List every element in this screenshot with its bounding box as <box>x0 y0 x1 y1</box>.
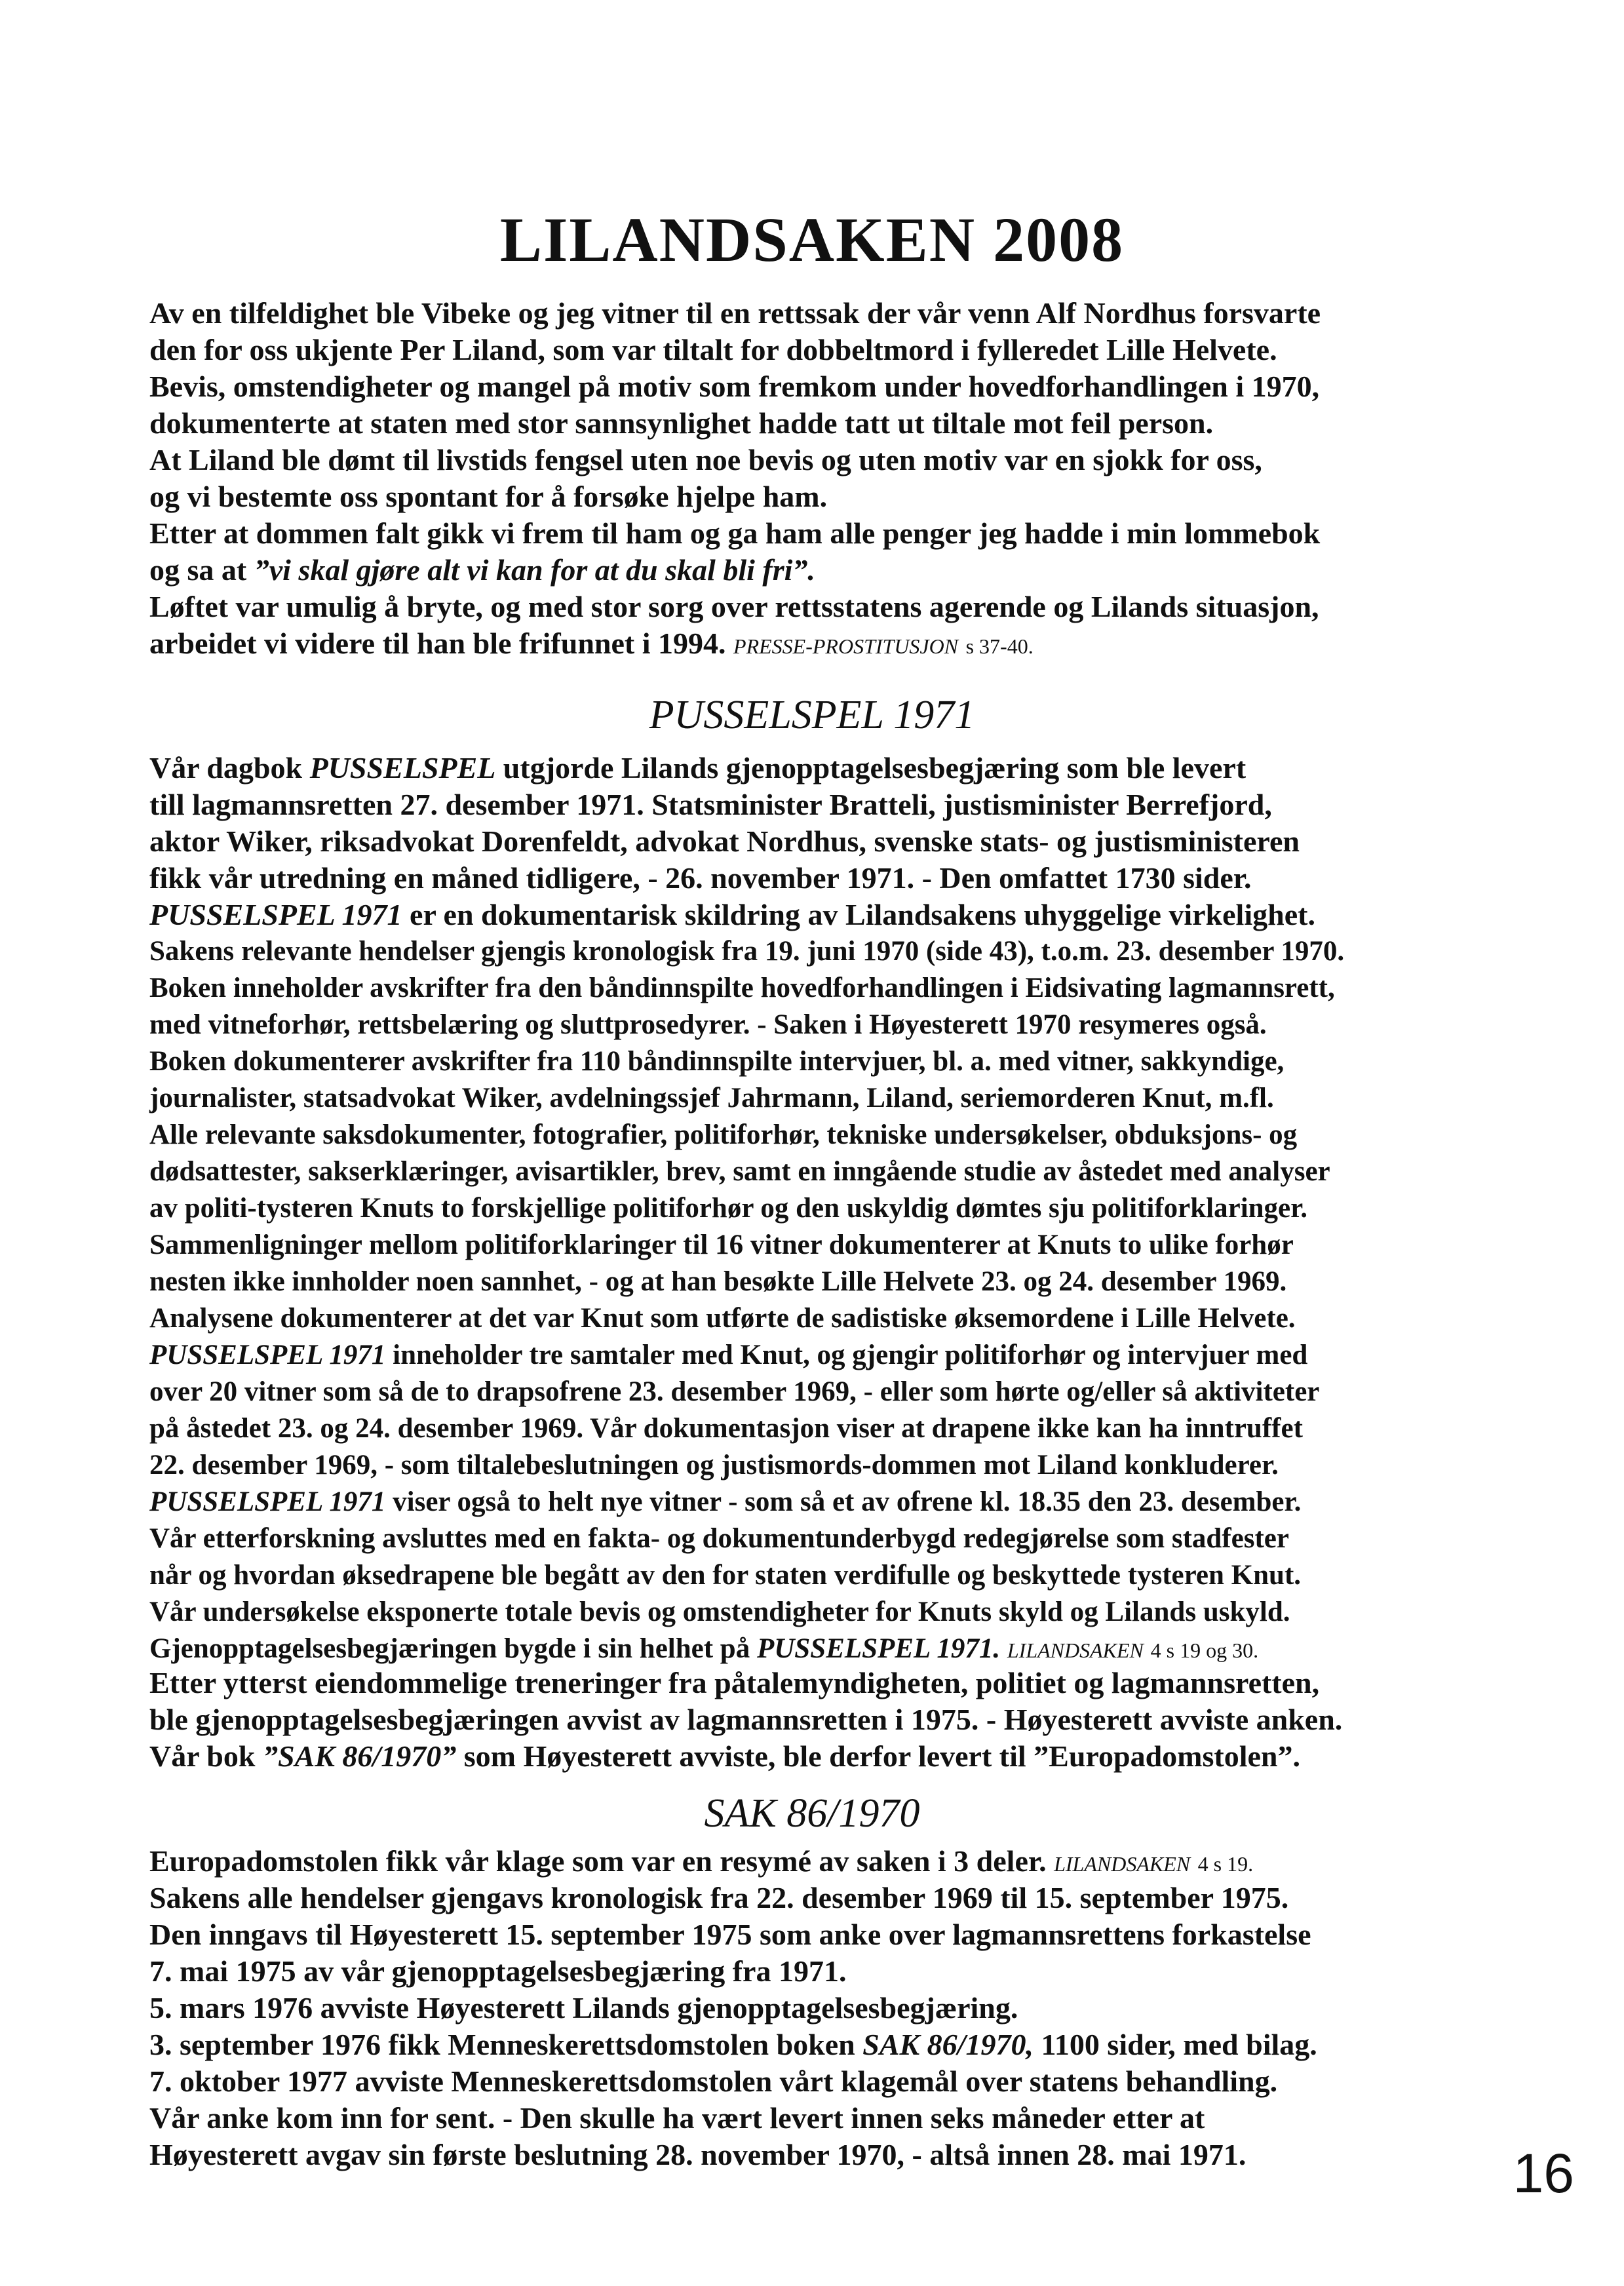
text-segment: arbeidet vi videre til han ble frifunnet i 1994. <box>149 627 726 660</box>
text-line: Sakens relevante hendelser gjengis kronologisk fra 19. juni 1970 (side 43), t.o.m. 23. desember 1970. <box>149 936 1345 967</box>
text-line <box>149 1484 1493 1521</box>
text-line: med vitneforhør, rettsbelæring og sluttprosedyrer. - Saken i Høyesterett 1970 resymeres også. <box>149 1009 1267 1040</box>
text-segment: 1100 sider, med bilag. <box>1033 2028 1317 2061</box>
reference-title: LILANDSAKEN <box>1007 1638 1144 1662</box>
text-line <box>149 2026 1493 2063</box>
reference-title: PRESSE-PROSTITUSJON <box>733 634 959 658</box>
book-title: PUSSELSPEL 1971 <box>149 1486 386 1517</box>
text-line: Av en tilfeldighet ble Vibeke og jeg vitner til en rettssak der vår venn Alf Nordhus forsvarte <box>149 296 1321 330</box>
text-line <box>149 1631 1493 1667</box>
text-line: Analysene dokumenterer at det var Knut som utførte de sadistiske øksemordene i Lille Helvete. <box>149 1303 1296 1334</box>
text-line: dødsattester, sakserklæringer, avisartikler, brev, samt en inngående studie av åstedet med analyser <box>149 1156 1330 1187</box>
text-line <box>149 897 1493 933</box>
book-title: PUSSELSPEL <box>309 751 496 785</box>
text-segment: Vår bok <box>149 1739 263 1773</box>
text-line: over 20 vitner som så de to drapsofrene 23. desember 1969, - eller som hørte og/eller så aktiviteter <box>149 1376 1320 1407</box>
text-line: 7. mai 1975 av vår gjenopptagelsesbegjæring fra 1971. <box>149 1954 847 1988</box>
text-line: ble gjenopptagelsesbegjæringen avvist av lagmannsretten i 1975. - Høyesterett avviste anken. <box>149 1703 1343 1736</box>
quote-text: ”vi skal gjøre alt vi kan for at du skal bli fri”. <box>254 553 815 587</box>
text-line: Vår etterforskning avsluttes med en fakta- og dokumentunderbygd redegjørelse som stadfester <box>149 1523 1289 1554</box>
text-segment: er en dokumentarisk skildring av Lilandsakens uhyggelige virkelighet. <box>402 898 1315 931</box>
text-line: Løftet var umulig å bryte, og med stor sorg over rettsstatens agerende og Lilands situasjon, <box>149 590 1319 623</box>
text-line: Alle relevante saksdokumenter, fotografier, politiforhør, tekniske undersøkelser, obduksjons- og <box>149 1119 1298 1150</box>
text-line <box>149 1843 1493 1880</box>
reference-pages: s 37-40. <box>965 634 1034 658</box>
section-title-pusselspel: PUSSELSPEL 1971 <box>649 693 975 737</box>
text-line: Sakens alle hendelser gjengavs kronologisk fra 22. desember 1969 til 15. september 1975. <box>149 1881 1289 1914</box>
text-line: dokumenterte at staten med stor sannsynlighet hadde tatt ut tiltale mot feil person. <box>149 406 1214 440</box>
reference-title: LILANDSAKEN <box>1054 1852 1191 1876</box>
text-line: 22. desember 1969, - som tiltalebeslutningen og justismords-dommen mot Liland konkluderer. <box>149 1450 1279 1481</box>
section-title-sak: SAK 86/1970 <box>704 1791 920 1836</box>
text-line: på åstedet 23. og 24. desember 1969. Vår dokumentasjon viser at drapene ikke kan ha inntruffet <box>149 1413 1303 1444</box>
text-line: 7. oktober 1977 avviste Menneskerettsdomstolen vårt klagemål over statens behandling. <box>149 2064 1278 2098</box>
book-title: SAK 86/1970, <box>862 2028 1034 2061</box>
text-line: Boken dokumenterer avskrifter fra 110 båndinnspilte intervjuer, bl. a. med vitner, sakkyndige, <box>149 1046 1285 1077</box>
text-line: Sammenligninger mellom politiforklaringer til 16 vitner dokumenterer at Knuts to ulike forhør <box>149 1230 1294 1260</box>
text-line: Bevis, omstendigheter og mangel på motiv som fremkom under hovedforhandlingen i 1970, <box>149 370 1320 403</box>
section-sak-body <box>149 1843 1493 2173</box>
text-line: At Liland ble dømt til livstids fengsel uten noe bevis og uten motiv var en sjokk for oss, <box>149 443 1262 476</box>
text-segment: Vår dagbok <box>149 751 310 785</box>
text-line: Vår anke kom inn for sent. - Den skulle ha vært levert innen seks måneder etter at <box>149 2101 1205 2135</box>
text-line <box>149 1337 1493 1374</box>
text-line: Vår undersøkelse eksponerte totale bevis og omstendigheter for Knuts skyld og Lilands uskyld. <box>149 1597 1290 1627</box>
text-line: av politi-tysteren Knuts to forskjellige politiforhør og den uskyldig dømtes sju politiforklaringer. <box>149 1193 1308 1224</box>
text-line: Den inngavs til Høyesterett 15. september 1975 som anke over lagmannsrettens forkastelse <box>149 1918 1311 1951</box>
reference-pages: 4 s 19 og 30. <box>1150 1638 1259 1662</box>
text-line: når og hvordan øksedrapene ble begått av den for staten verdifulle og beskyttede tysteren Knut. <box>149 1560 1302 1591</box>
book-title: ”SAK 86/1970” <box>262 1739 457 1773</box>
text-line: og vi bestemte oss spontant for å forsøke hjelpe ham. <box>149 480 828 513</box>
text-segment: 3. september 1976 fikk Menneskerettsdomstolen boken <box>149 2028 863 2061</box>
text-line <box>149 750 1493 786</box>
text-line <box>149 552 1493 589</box>
text-segment: viser også to helt nye vitner - som så et av ofrene kl. 18.35 den 23. desember. <box>385 1486 1302 1517</box>
reference-pages: 4 s 19. <box>1197 1852 1254 1876</box>
text-line: Etter at dommen falt gikk vi frem til ham og ga ham alle penger jeg hadde i min lommebok <box>149 516 1321 550</box>
text-line: nesten ikke innholder noen sannhet, - og at han besøkte Lille Helvete 23. og 24. desember 1969. <box>149 1266 1287 1297</box>
section-pusselspel-body <box>149 750 1493 1667</box>
text-line: Høyesterett avgav sin første beslutning 28. november 1970, - altså innen 28. mai 1971. <box>149 2138 1247 2171</box>
text-segment: som Høyesterett avviste, ble derfor levert til ”Europadomstolen”. <box>456 1739 1300 1773</box>
text-line: journalister, statsadvokat Wiker, avdelningssjef Jahrmann, Liland, seriemorderen Knut, m.fl. <box>149 1083 1274 1114</box>
text-line: aktor Wiker, riksadvokat Dorenfeldt, advokat Nordhus, svenske stats- og justisministeren <box>149 824 1300 858</box>
text-line <box>149 625 1493 662</box>
text-line: Boken inneholder avskrifter fra den båndinnspilte hovedforhandlingen i Eidsivating lagmannsrett, <box>149 973 1335 1003</box>
intro-paragraph <box>149 295 1493 662</box>
book-title: PUSSELSPEL 1971. <box>756 1633 1001 1664</box>
text-line: Etter ytterst eiendommelige treneringer fra påtalemyndigheten, politiet og lagmannsretten, <box>149 1666 1320 1699</box>
page-number: 16 <box>1513 2142 1574 2204</box>
text-segment: utgjorde Lilands gjenopptagelsesbegjæring som ble levert <box>495 751 1247 785</box>
text-line: den for oss ukjente Per Liland, som var tiltalt for dobbeltmord i fylleredet Lille Helvete. <box>149 333 1277 366</box>
book-title: PUSSELSPEL 1971 <box>149 1340 386 1370</box>
text-line: 5. mars 1976 avviste Høyesterett Lilands gjenopptagelsesbegjæring. <box>149 1991 1018 2024</box>
document-title: LILANDSAKEN 2008 <box>499 204 1125 275</box>
book-title: PUSSELSPEL 1971 <box>149 898 402 931</box>
text-line: fikk vår utredning en måned tidligere, - 26. november 1971. - Den omfattet 1730 sider. <box>149 861 1252 895</box>
text-line <box>149 1738 1493 1775</box>
quote-prefix: og sa at <box>149 553 254 587</box>
text-segment: Europadomstolen fikk vår klage som var en resymé av saken i 3 deler. <box>149 1844 1047 1878</box>
appeal-paragraph <box>149 1665 1493 1775</box>
text-segment: inneholder tre samtaler med Knut, og gjengir politiforhør og intervjuer med <box>385 1340 1308 1370</box>
text-line: till lagmannsretten 27. desember 1971. Statsminister Bratteli, justisminister Berrefjord, <box>149 788 1272 821</box>
text-segment: Gjenopptagelsesbegjæringen bygde i sin helhet på <box>149 1633 757 1664</box>
